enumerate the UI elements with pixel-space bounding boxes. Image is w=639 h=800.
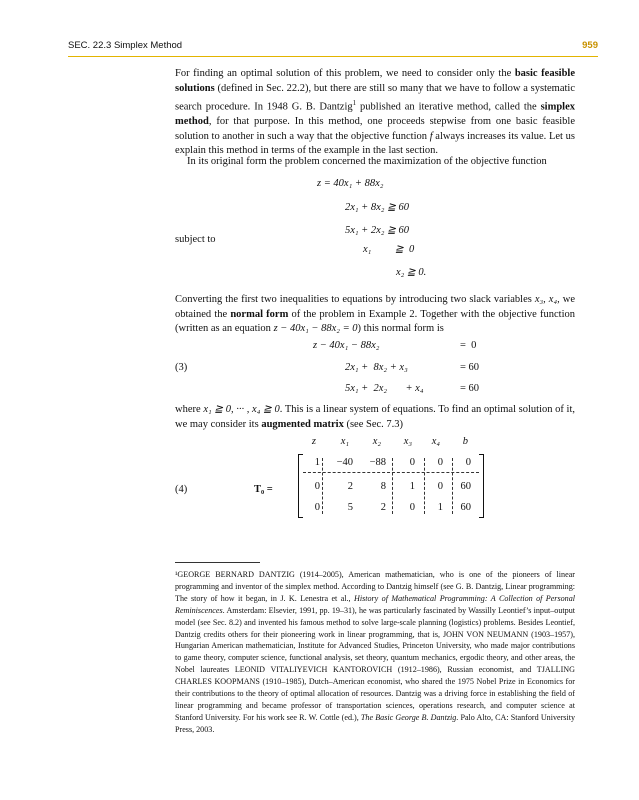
normal-form-row-1: z − 40x₁ − 88x₂: [313, 340, 380, 351]
normal-form-rhs-3: = 60: [460, 383, 480, 394]
matrix-cell: −88: [369, 457, 386, 468]
matrix-cell: 60: [460, 481, 471, 492]
footnote-rule: [175, 562, 260, 563]
augmented-matrix: [298, 454, 484, 518]
normal-form-row-3: 5x₁ + 2x₂ + x₄: [345, 383, 424, 394]
matrix-cell: 0: [409, 502, 415, 513]
term-augmented-matrix: augmented matrix: [261, 418, 344, 430]
matrix-cell: 0: [314, 481, 320, 492]
eq-label-4: (4): [175, 484, 188, 495]
matrix-header: x₄: [431, 436, 440, 447]
matrix-cell: 2: [380, 502, 386, 513]
term-simplex-method: simplex method: [175, 101, 576, 128]
page-number: 959: [582, 40, 598, 51]
right-bracket: [479, 454, 484, 518]
constraint-4: x₂ ≧ 0.: [396, 267, 427, 278]
eq-label-3: (3): [175, 362, 188, 373]
matrix-cell: 0: [437, 481, 443, 492]
constraint-3: x₁ ≧ 0: [363, 244, 415, 255]
matrix-cell: 0: [409, 457, 415, 468]
normal-form-rhs-2: = 60: [460, 362, 480, 373]
term-normal-form: normal form: [230, 308, 289, 320]
footnote: ¹GEORGE BERNARD DANTZIG (1914–2005), American mathematician, who is one of the pioneers of linear programming and inventor of the simplex method. According to Dantzig himself (see G. B. Dantzig, Linear programming: The story of how it began, in J. K. Lenestra et al., History of Mathematical Programming: A Collection of Personal Reminiscences. Amsterdam: Elsevier, 1991, pp. 19–31), he was particularly fascinated by Wassilly Leontief’s input–output model (see Sec. 8.2) and invented his famous method to solve large-scale planning (logistics) problems. Besides Leontief, Dantzig credits others for their pioneering work in linear programming, that is, JOHN VON NEUMANN (1903–1957), Hungarian American mathematician, Institute for Advanced Studies, Princeton University, who made major contributions to game theory, computer science, functional analysis, set theory, quantum mechanics, ergodic theory, and other areas, the Nobel laureates LEONID VITALIYEVICH KANTOROVICH (1912–1986), Russian economist, and TJALLING CHARLES KOOPMANS (1910–1985), Dutch–American economist, who shared the 1975 Nobel Prize in Economics for their contributions to the theory of optimal allocation of resources. Dantzig was a driving force in establishing the field of linear programming and became professor of transportation sciences, operations research, and computer science at Stanford University. For his work see R. W. Cottle (ed.), The Basic George B. Dantzig. Palo Alto, CA: Stanford University Press, 2003.: [175, 570, 575, 734]
matrix-header: x₃: [403, 436, 412, 447]
paragraph-2: In its original form the problem concerned the maximization of the objective function: [187, 156, 547, 167]
matrix-cell: 1: [314, 457, 320, 468]
matrix-header: b: [462, 436, 468, 447]
constraint-1: 2x₁ + 8x₂ ≧ 60: [345, 202, 410, 213]
matrix-cell: 0: [314, 502, 320, 513]
normal-form-rhs-1: = 0: [460, 340, 477, 351]
matrix-name: T₀ =: [254, 484, 273, 495]
running-header: [68, 40, 598, 54]
matrix-row-divider: [303, 472, 479, 473]
normal-form-row-2: 2x₁ + 8x₂ + x₃: [345, 362, 408, 373]
matrix-cell: 0: [465, 457, 471, 468]
matrix-cell: 60: [460, 502, 471, 513]
matrix-cell: 1: [437, 502, 443, 513]
objective-function: z = 40x₁ + 88x₂: [317, 178, 384, 189]
footnote-ref: 1: [352, 99, 357, 108]
matrix-header: x₁: [340, 436, 349, 447]
subject-to-label: subject to: [175, 234, 216, 245]
matrix-cell: 2: [347, 481, 353, 492]
paragraph-1: For finding an optimal solution of this problem, we need to consider only the basic feasible solutions (defined in Sec. 22.2), but there are still so many that we have to follow a systematic search procedure. In 1948 G. B. Dantzig$^1$ published an iterative method, called the simplex method, for that purpose. In this method, one proceeds stepwise from one basic feasible solution to another in such a way that the objective function f always increases its value. Let us explain this method in terms of the example in the last section.: [175, 68, 576, 157]
matrix-cell: −40: [336, 457, 353, 468]
section-title: SEC. 22.3 Simplex Method: [68, 40, 183, 51]
paragraph-3: Converting the first two inequalities to equations by introducing two slack variables x₃, x₄, we obtained the normal form of the problem in Example 2. Together with the objective function (written as an equation z − 40x₁ − 88x₂ = 0) this normal form is: [175, 294, 576, 335]
term-basic-feasible: basic feasible solutions: [175, 68, 575, 94]
constraint-2: 5x₁ + 2x₂ ≧ 60: [345, 225, 410, 236]
matrix-header: x₂: [372, 436, 381, 447]
matrix-cell: 1: [409, 481, 415, 492]
matrix-cell: 8: [380, 481, 386, 492]
matrix-header: z: [311, 436, 316, 447]
header-rule: [68, 56, 598, 57]
matrix-cell: 0: [437, 457, 443, 468]
paragraph-4: where x₁ ≧ 0, ··· , x₄ ≧ 0. This is a linear system of equations. To find an optimal solution of it, we may consider its augmented matrix (see Sec. 7.3): [175, 404, 576, 430]
matrix-cell: 5: [347, 502, 353, 513]
